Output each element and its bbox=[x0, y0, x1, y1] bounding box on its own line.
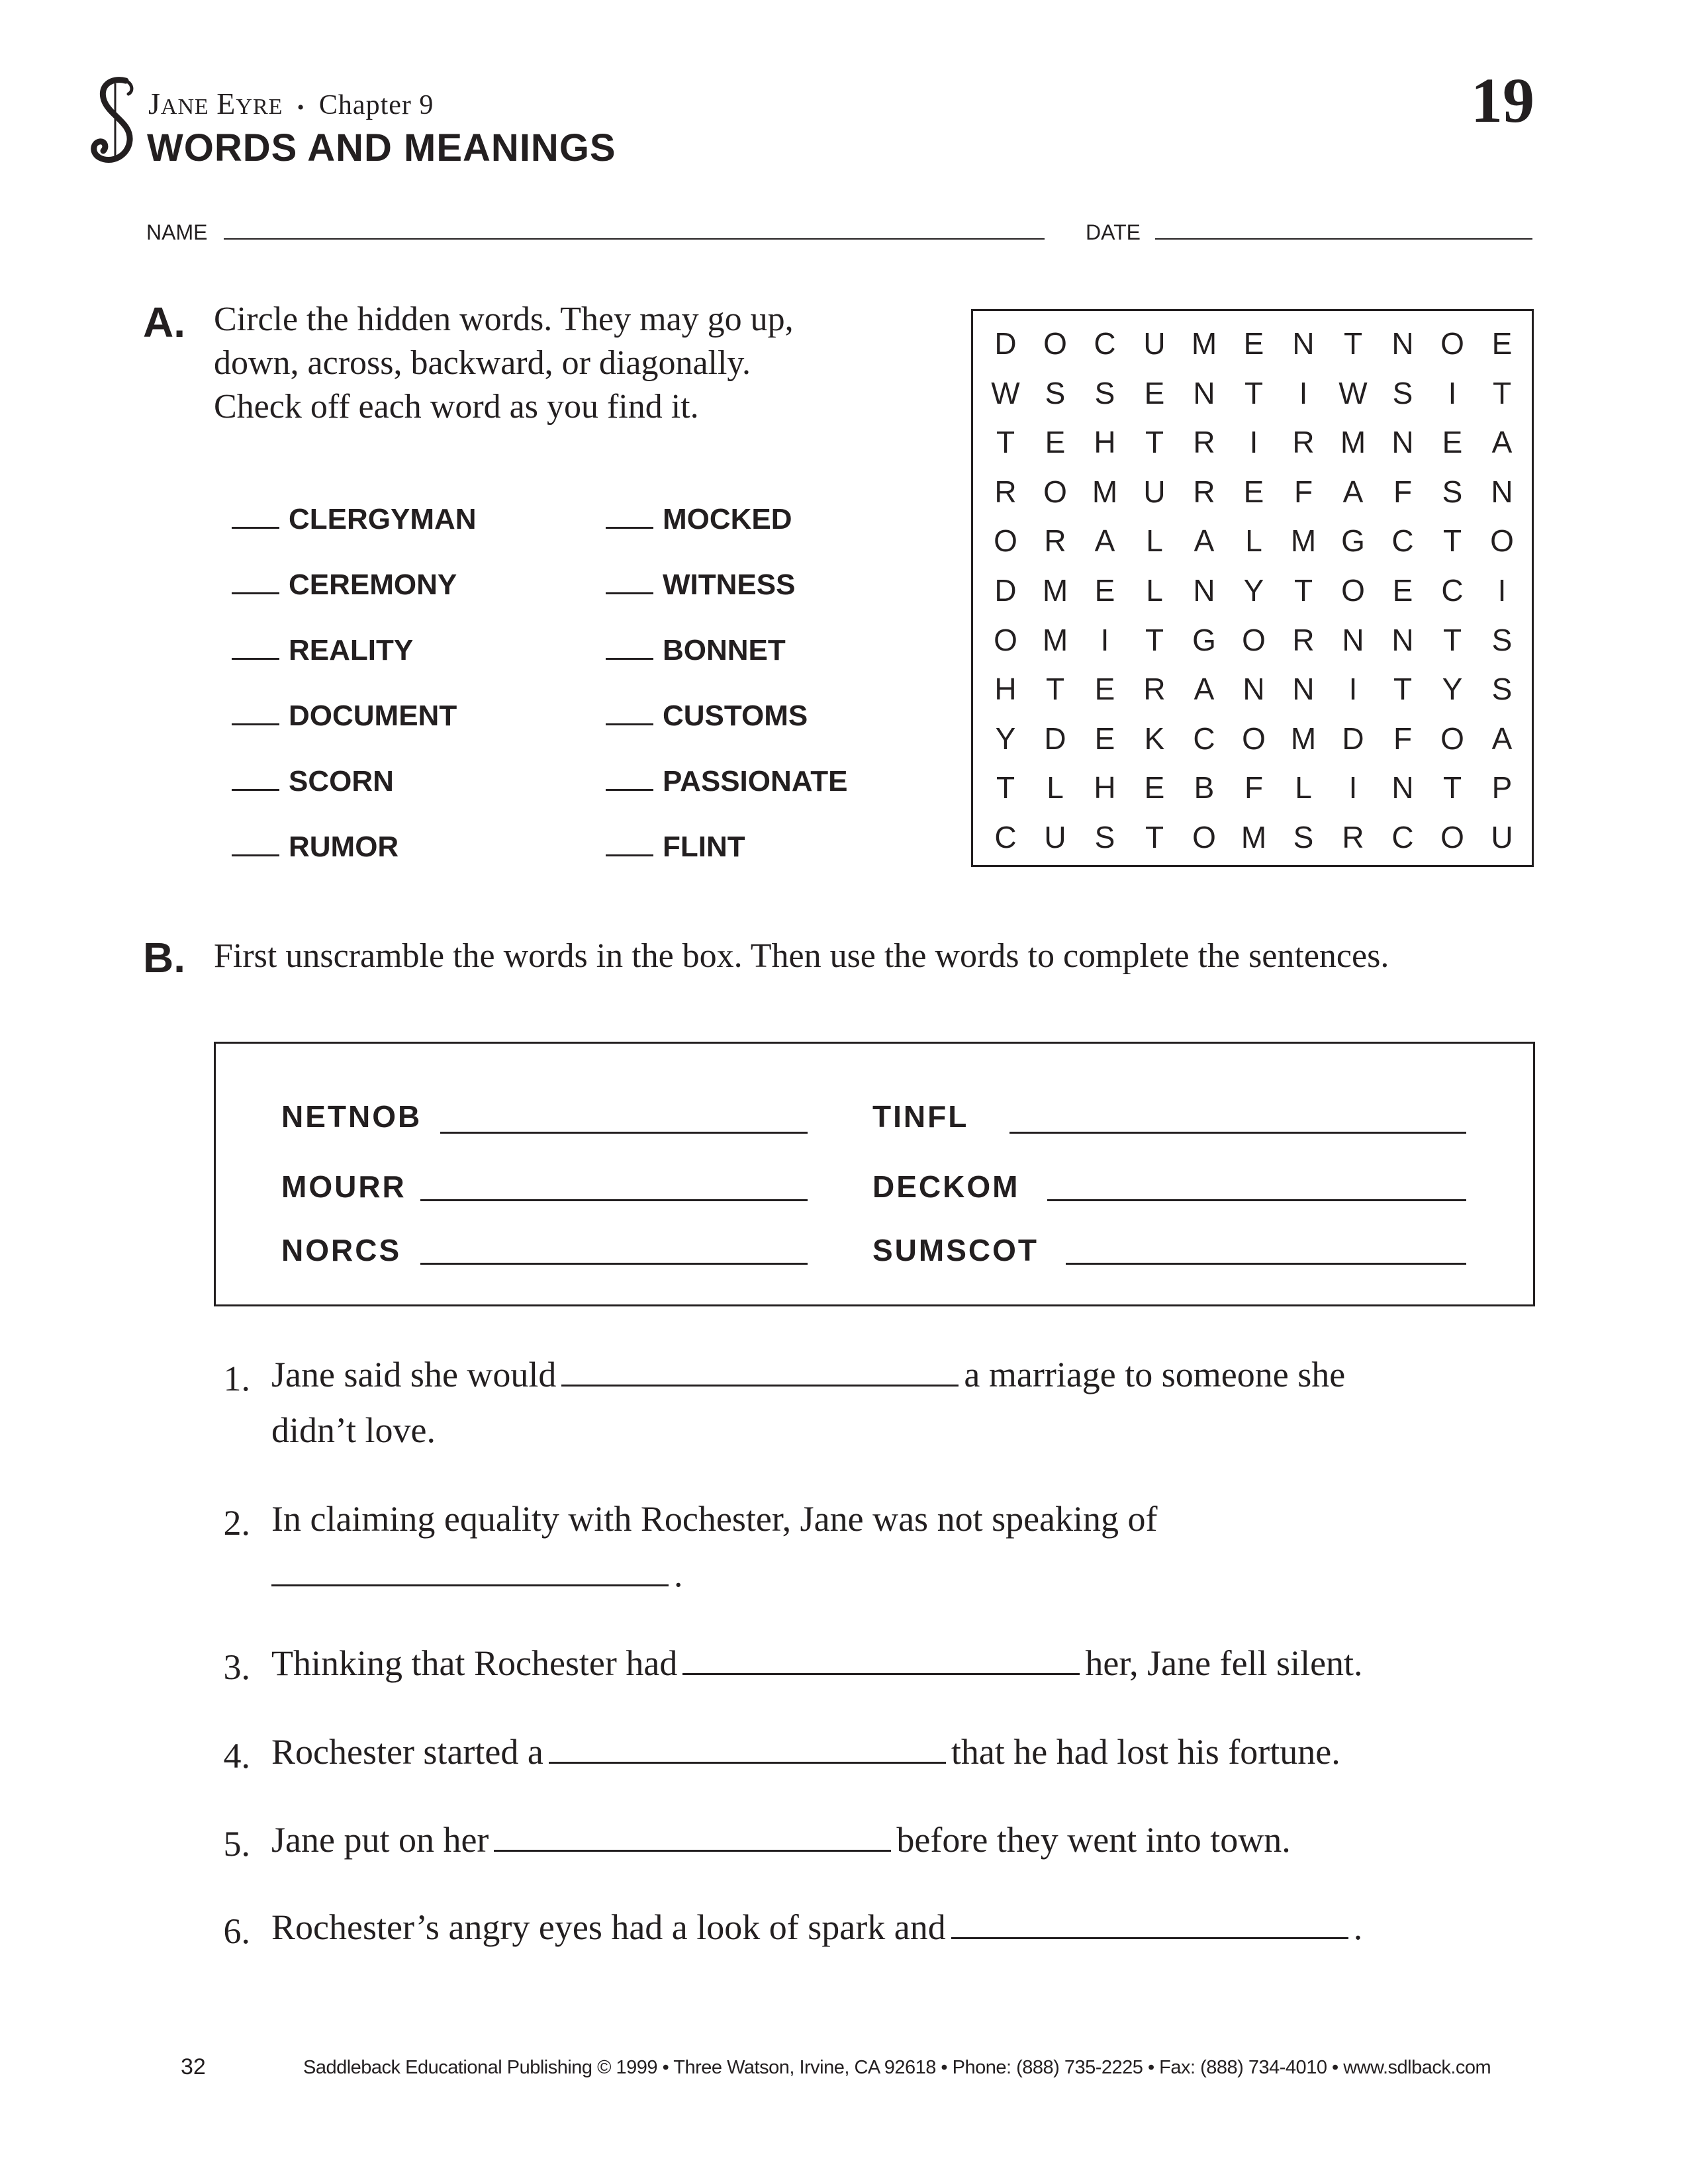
grid-letter[interactable]: L bbox=[1295, 770, 1312, 805]
grid-letter[interactable]: U bbox=[1491, 820, 1513, 854]
word-check-document[interactable]: DOCUMENT bbox=[232, 700, 457, 733]
grid-letter[interactable]: I bbox=[1299, 375, 1308, 410]
sentence-blank[interactable] bbox=[494, 1850, 891, 1852]
page-number: 32 bbox=[181, 2054, 206, 2079]
grid-letter[interactable]: S bbox=[1045, 375, 1066, 410]
grid-letter[interactable]: S bbox=[1491, 672, 1513, 707]
grid-letter[interactable]: F bbox=[1293, 474, 1313, 509]
sentence-2: In claiming equality with Rochester, Jane was not speaking of . bbox=[271, 1499, 1158, 1594]
grid-letter[interactable]: M bbox=[1191, 326, 1217, 361]
grid-letter[interactable]: N bbox=[1292, 672, 1315, 707]
saddleback-logo-icon bbox=[85, 74, 143, 167]
scrambled-word: MOURR bbox=[281, 1169, 406, 1204]
section-b-letter: B. bbox=[143, 934, 185, 981]
name-field[interactable] bbox=[224, 238, 1045, 240]
scrambled-word: NETNOB bbox=[281, 1099, 422, 1134]
answer-line[interactable] bbox=[1047, 1199, 1466, 1201]
grid-letter[interactable]: R bbox=[1292, 425, 1315, 460]
word-check-ceremony[interactable]: CEREMONY bbox=[232, 569, 457, 602]
grid-letter[interactable]: T bbox=[1442, 770, 1462, 805]
word-check-bonnet[interactable]: BONNET bbox=[606, 634, 786, 667]
word-check-reality[interactable]: REALITY bbox=[232, 634, 413, 667]
grid-letter[interactable]: H bbox=[1094, 425, 1116, 460]
sentence-blank[interactable] bbox=[682, 1673, 1080, 1675]
grid-letter[interactable]: G bbox=[1341, 523, 1365, 559]
grid-letter[interactable]: F bbox=[1244, 770, 1264, 805]
grid-letter[interactable]: R bbox=[1342, 820, 1364, 854]
grid-letter[interactable]: N bbox=[1342, 622, 1364, 657]
sentence-6: Rochester’s angry eyes had a look of spark and . bbox=[271, 1907, 1363, 1947]
grid-letter[interactable]: S bbox=[1491, 622, 1513, 657]
grid-letter[interactable]: G bbox=[1192, 622, 1216, 657]
grid-letter[interactable]: F bbox=[1393, 474, 1413, 509]
grid-letter[interactable]: E bbox=[1144, 375, 1165, 410]
word-check-scorn[interactable]: SCORN bbox=[232, 765, 394, 798]
grid-letter[interactable]: E bbox=[1491, 326, 1513, 361]
sentence-blank[interactable] bbox=[951, 1937, 1348, 1939]
grid-letter[interactable]: N bbox=[1391, 622, 1414, 657]
grid-letter[interactable]: A bbox=[1491, 425, 1513, 460]
grid-letter[interactable]: L bbox=[1146, 523, 1163, 559]
grid-letter[interactable]: O bbox=[1043, 474, 1067, 509]
word-search-grid[interactable] bbox=[971, 309, 1534, 867]
grid-letter[interactable]: D bbox=[1044, 721, 1066, 756]
grid-letter[interactable]: W bbox=[1338, 375, 1368, 410]
grid-letter[interactable]: N bbox=[1391, 770, 1414, 805]
page-title: WORDS AND MEANINGS bbox=[147, 126, 616, 169]
date-field[interactable] bbox=[1155, 238, 1532, 240]
grid-letter[interactable]: L bbox=[1245, 523, 1262, 559]
grid-letter[interactable]: E bbox=[1243, 326, 1264, 361]
grid-letter[interactable]: S bbox=[1094, 375, 1115, 410]
grid-letter[interactable]: R bbox=[1292, 622, 1315, 657]
grid-letter[interactable]: T bbox=[1145, 622, 1164, 657]
grid-letter[interactable]: T bbox=[1293, 573, 1313, 608]
grid-letter[interactable]: B bbox=[1194, 770, 1215, 805]
grid-letter[interactable]: M bbox=[1092, 474, 1118, 509]
grid-letter[interactable]: N bbox=[1193, 375, 1215, 410]
grid-letter[interactable]: L bbox=[1146, 573, 1163, 608]
grid-letter[interactable]: C bbox=[994, 820, 1017, 854]
scrambled-word: SUMSCOT bbox=[872, 1233, 1039, 1267]
grid-letter[interactable]: M bbox=[1340, 425, 1366, 460]
grid-letter[interactable]: Y bbox=[995, 721, 1016, 756]
grid-letter[interactable]: N bbox=[1491, 474, 1513, 509]
grid-letter[interactable]: O bbox=[1440, 721, 1464, 756]
grid-letter[interactable]: O bbox=[1440, 820, 1464, 854]
grid-letter[interactable]: I bbox=[1348, 672, 1358, 707]
grid-letter[interactable]: A bbox=[1094, 523, 1115, 559]
grid-letter[interactable]: I bbox=[1100, 622, 1109, 657]
grid-letter[interactable]: T bbox=[1145, 820, 1164, 854]
grid-letter[interactable]: P bbox=[1491, 770, 1513, 805]
grid-letter[interactable]: N bbox=[1243, 672, 1265, 707]
worksheet-number: 19 bbox=[1471, 65, 1534, 136]
grid-letter[interactable]: F bbox=[1393, 721, 1413, 756]
grid-letter[interactable]: C bbox=[1193, 721, 1215, 756]
grid-letter[interactable]: A bbox=[1194, 672, 1215, 707]
grid-letter[interactable]: U bbox=[1143, 474, 1166, 509]
grid-letter[interactable]: D bbox=[994, 326, 1017, 361]
grid-letter[interactable]: O bbox=[1341, 573, 1365, 608]
grid-letter[interactable]: O bbox=[1440, 326, 1464, 361]
grid-letter[interactable]: O bbox=[1192, 820, 1216, 854]
sentence-1: Jane said she would a marriage to someone she didn’t love. bbox=[271, 1355, 1346, 1450]
scrambled-word: TINFL bbox=[872, 1099, 969, 1134]
grid-letter[interactable]: T bbox=[1045, 672, 1065, 707]
word-check-customs[interactable]: CUSTOMS bbox=[606, 700, 808, 733]
grid-letter[interactable]: U bbox=[1143, 326, 1166, 361]
grid-letter[interactable]: S bbox=[1293, 820, 1314, 854]
grid-letter[interactable]: H bbox=[994, 672, 1017, 707]
date-label: DATE bbox=[1086, 220, 1141, 244]
grid-letter[interactable]: O bbox=[994, 622, 1017, 657]
sentence-number: 6. bbox=[223, 1911, 250, 1951]
grid-letter[interactable]: A bbox=[1194, 523, 1215, 559]
sentence-number: 5. bbox=[223, 1824, 250, 1864]
sentence-3: Thinking that Rochester had her, Jane fell silent. bbox=[271, 1643, 1363, 1683]
grid-letter[interactable]: E bbox=[1144, 770, 1165, 805]
grid-letter[interactable]: M bbox=[1290, 721, 1317, 756]
grid-letter[interactable]: E bbox=[1094, 573, 1115, 608]
grid-letter[interactable]: I bbox=[1249, 425, 1258, 460]
grid-letter[interactable]: I bbox=[1348, 770, 1358, 805]
grid-letter[interactable]: D bbox=[994, 573, 1017, 608]
word-check-witness[interactable]: WITNESS bbox=[606, 569, 795, 602]
grid-letter[interactable]: A bbox=[1342, 474, 1364, 509]
grid-letter[interactable]: T bbox=[1244, 375, 1264, 410]
word-check-mocked[interactable]: MOCKED bbox=[606, 503, 792, 536]
name-label: NAME bbox=[146, 220, 208, 244]
grid-letter[interactable]: N bbox=[1292, 326, 1315, 361]
grid-letter[interactable]: T bbox=[1492, 375, 1512, 410]
grid-letter[interactable]: M bbox=[1241, 820, 1267, 854]
publisher-footer: Saddleback Educational Publishing © 1999 • Three Watson, Irvine, CA 92618 • Phone: (888) 735-2225 • Fax: (888) 734-4010 • www.sdlback.com bbox=[303, 2057, 1491, 2078]
word-check-passionate[interactable]: PASSIONATE bbox=[606, 765, 848, 798]
grid-letter[interactable]: S bbox=[1094, 820, 1115, 854]
answer-line[interactable] bbox=[420, 1199, 808, 1201]
grid-letter[interactable]: A bbox=[1491, 721, 1513, 756]
grid-letter[interactable]: O bbox=[1242, 721, 1266, 756]
grid-letter[interactable]: O bbox=[994, 523, 1017, 559]
grid-letter[interactable]: U bbox=[1044, 820, 1066, 854]
grid-letter[interactable]: R bbox=[1044, 523, 1066, 559]
section-a-instructions: Circle the hidden words. They may go up, down, across, backward, or diagonally. Check off each word as you find it. bbox=[214, 300, 794, 426]
grid-letter[interactable]: C bbox=[1391, 523, 1414, 559]
grid-letter[interactable]: T bbox=[1442, 523, 1462, 559]
grid-letter[interactable]: E bbox=[1243, 474, 1264, 509]
grid-letter[interactable]: C bbox=[1391, 820, 1414, 854]
grid-letter[interactable]: N bbox=[1391, 326, 1414, 361]
grid-letter[interactable]: Y bbox=[1243, 573, 1264, 608]
grid-letter[interactable]: O bbox=[1242, 622, 1266, 657]
grid-letter[interactable]: C bbox=[1094, 326, 1116, 361]
grid-letter[interactable]: E bbox=[1094, 672, 1115, 707]
answer-line[interactable] bbox=[1066, 1263, 1466, 1265]
grid-letter[interactable]: N bbox=[1193, 573, 1215, 608]
grid-letter[interactable]: R bbox=[994, 474, 1017, 509]
grid-letter[interactable]: E bbox=[1392, 573, 1413, 608]
grid-letter[interactable]: M bbox=[1042, 622, 1068, 657]
grid-letter[interactable]: N bbox=[1391, 425, 1414, 460]
grid-letter[interactable]: T bbox=[1442, 622, 1462, 657]
grid-letter[interactable]: E bbox=[1442, 425, 1463, 460]
answer-line[interactable] bbox=[420, 1263, 808, 1265]
grid-letter[interactable]: T bbox=[1393, 672, 1413, 707]
sentence-blank[interactable] bbox=[549, 1762, 946, 1764]
grid-letter[interactable]: T bbox=[996, 770, 1015, 805]
grid-letter[interactable]: M bbox=[1290, 523, 1317, 559]
sentence-4: Rochester started a that he had lost his fortune. bbox=[271, 1732, 1340, 1772]
grid-letter[interactable]: M bbox=[1042, 573, 1068, 608]
grid-letter[interactable]: T bbox=[1343, 326, 1363, 361]
grid-letter[interactable]: T bbox=[1145, 425, 1164, 460]
grid-letter[interactable]: H bbox=[1094, 770, 1116, 805]
word-check-clergyman[interactable]: CLERGYMAN bbox=[232, 503, 477, 536]
sentence-blank[interactable] bbox=[561, 1385, 959, 1387]
grid-letter[interactable]: E bbox=[1094, 721, 1115, 756]
grid-letter[interactable]: O bbox=[1490, 523, 1514, 559]
section-a-letter: A. bbox=[143, 298, 185, 346]
section-b-instructions: First unscramble the words in the box. Then use the words to complete the sentences. bbox=[214, 937, 1389, 975]
sentence-blank[interactable] bbox=[271, 1584, 669, 1586]
grid-letter[interactable]: I bbox=[1448, 375, 1457, 410]
grid-letter[interactable]: R bbox=[1193, 474, 1215, 509]
grid-letter[interactable]: O bbox=[1043, 326, 1067, 361]
sentence-number: 1. bbox=[223, 1359, 250, 1398]
grid-letter[interactable]: W bbox=[991, 375, 1020, 410]
grid-letter[interactable]: R bbox=[1193, 425, 1215, 460]
answer-line[interactable] bbox=[1009, 1132, 1466, 1134]
sentence-number: 2. bbox=[223, 1503, 250, 1543]
grid-letter[interactable]: C bbox=[1441, 573, 1464, 608]
grid-letter[interactable]: T bbox=[996, 425, 1015, 460]
grid-letter[interactable]: R bbox=[1143, 672, 1166, 707]
sentence-number: 3. bbox=[223, 1647, 250, 1687]
grid-letter[interactable]: S bbox=[1392, 375, 1413, 410]
sentence-number: 4. bbox=[223, 1736, 250, 1776]
sentence-5: Jane put on her before they went into town. bbox=[271, 1820, 1291, 1860]
word-check-flint[interactable]: FLINT bbox=[606, 831, 745, 864]
grid-letter[interactable]: Y bbox=[1442, 672, 1463, 707]
grid-letter[interactable]: K bbox=[1144, 721, 1165, 756]
series-heading: JANE EYRE • Chapter 9 bbox=[148, 87, 434, 120]
scrambled-word: NORCS bbox=[281, 1233, 402, 1267]
grid-letter[interactable]: L bbox=[1047, 770, 1064, 805]
grid-letter[interactable]: I bbox=[1497, 573, 1507, 608]
grid-letter[interactable]: E bbox=[1045, 425, 1066, 460]
grid-letter[interactable]: S bbox=[1442, 474, 1463, 509]
grid-letter[interactable]: D bbox=[1342, 721, 1364, 756]
answer-line[interactable] bbox=[440, 1132, 808, 1134]
word-check-rumor[interactable]: RUMOR bbox=[232, 831, 399, 864]
scrambled-word: DECKOM bbox=[872, 1169, 1020, 1204]
